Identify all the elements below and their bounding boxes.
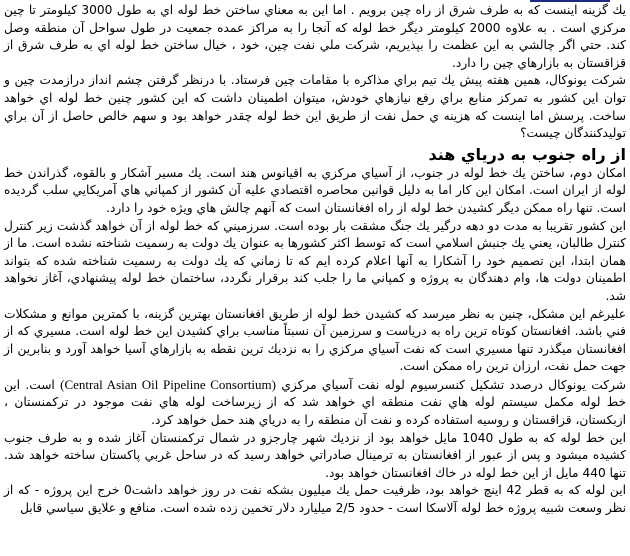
paragraph-pipeline-capacity: اين لوله كه به قطر 42 اينچ خواهد بود، ظرفيت حمل يك ميليون بشكه نفت در روز خواهد داشت0 خرج اين پروژه - كه از نظر وسعت شبيه پروژه خط لوله آلاسكا است - حدود 2/5 ميليارد دلار تخمين زده شده است. منافع و علايق سياسي قابل	[4, 483, 626, 516]
paragraph-south-route: امكان دوم، ساختن يك خط لوله در جنوب، از آسياي مركزي به اقيانوس هند است. يك مسير آشكار و بالقوه، گذراندن خط لوله از ايران است. امكان اين كار اما به دليل قوانين محاصره اقتصادي عليه آن كشور از كمپاني هاي آمريكايي سلب گرديده است. تنها راه ممكن ديگر كشيدن خط لوله از راه افغانستان است كه آنهم چالش هاي ويژه خود را دارد.	[4, 165, 626, 215]
paragraph-best-option: عليرغم اين مشكل، چنين به نظر ميرسد كه كشيدن خط لوله از طريق افغانستان بهترين گزينه، با كمترين موانع و مشكلات فني باشد. افغانستان كوتاه ترين راه به درياست و سرزمين آن نسبتاً مناسب براي كشيدن اين خط لوله است. مسيري كه از افغانستان ميگذرد تنها مسيري است كه نفت آسياي مركزي را به نزديك ترين نقطه به بازارهاي آسيا خواهد آورد و بنابرين از جهت حمل نفت، ارزان ترين راه ممكن است.	[4, 306, 626, 374]
paragraph-unocal-china: شركت يونوكال، همين هفته پيش يك تيم براي مذاكره با مقامات چين فرستاد. با درنظر گرفتن چشم انداز درازمدت چين و توان اين كشور به تمركز منابع براي رفع نيازهاي خودش، ميتوان اطمينان داشت كه اين كشور چنين خط لوله اي خواهد ساخت. پرسش اما اينست كه هزينه ي حمل نفت از طريق اين خط لوله چقدر خواهد بود و سهم خالص حاصل از آن براي توليدكنندگان چيست؟	[4, 73, 626, 141]
consortium-text-after: است. اين خط لوله مكمل سيستم لوله هاي نفت منطقه اي خواهد شد كه از زيرساخت لوله هاي نفت موجود در تركمنستان ، ازبكستان، قزاقستان و روسيه استفاده كرده و نفت آن منطقه را به درياي هند حمل خواهد كرد.	[4, 377, 626, 428]
consortium-text-before: شركت يونوكال درصدد تشكيل كنسرسيوم لوله نفت آسياي مركزي	[281, 377, 627, 392]
paragraph-pipeline-length: اين خط لوله كه به طول 1040 مايل خواهد بود از نزديك شهر چارجزو در شمال تركمنستان آغاز شده و به طرف جنوب كشيده ميشود و پس از عبور از افغانستان به ترمينال صادراتي خواهد رسيد كه در ساحل غربي پاكستان ساخته خواهد شد. تنها 440 مايل از اين خط لوله در خاك افغانستان خواهد بود.	[4, 430, 626, 480]
paragraph-afghanistan-war: اين كشور تقريبا به مدت دو دهه درگير يك جنگ مشقت بار بوده است. سرزميني كه خط لوله از آن خواهد گذشت زير كنترل كنترل طالبان، يعني يك جنبش اسلامي است كه توسط اكثر كشورها به عنوان يك دولت به رسميت شناخته نشده است. ما از همان ابتدا، اين تصميم خود را آشكارا به آنها اعلام كرده ايم كه تا زماني كه يك دولت به رسميت شناخته شده كه بتواند اطمينان دولت ها، وام دهندگان به پروژه و كمپاني ما را جلب كند برقرار نگردد، ساختمان خط لوله پيشنهادي، آغاز نخواهد شد.	[4, 218, 626, 303]
top-selection-bar	[530, 0, 610, 2]
consortium-english-name: (Central Asian Oil Pipeline Consortium)	[60, 376, 276, 392]
paragraph-consortium	[4, 376, 626, 430]
section-heading: از راه جنوب به درياي هند	[428, 144, 626, 164]
paragraph-china-option: يك گزينه اينست كه به طرف شرق از راه چين برويم . اما اين به معناي ساختن خط لوله اي به طول 3000 كيلومتر تا چين مركزي است . به علاوه 2000 كيلومتر ديگر خط لوله كه آنجا را به مراكز عمده جمعيت در طول سواحل آن منطقه وصل كند. حتي اگر چالشي به اين عظمت را بپذيريم، شركت ملي نفت چين، خود ، خيال ساختن خط لوله اي به طرف شرق از قزاقستان به بازارهاي چين را دارد.	[4, 3, 626, 70]
